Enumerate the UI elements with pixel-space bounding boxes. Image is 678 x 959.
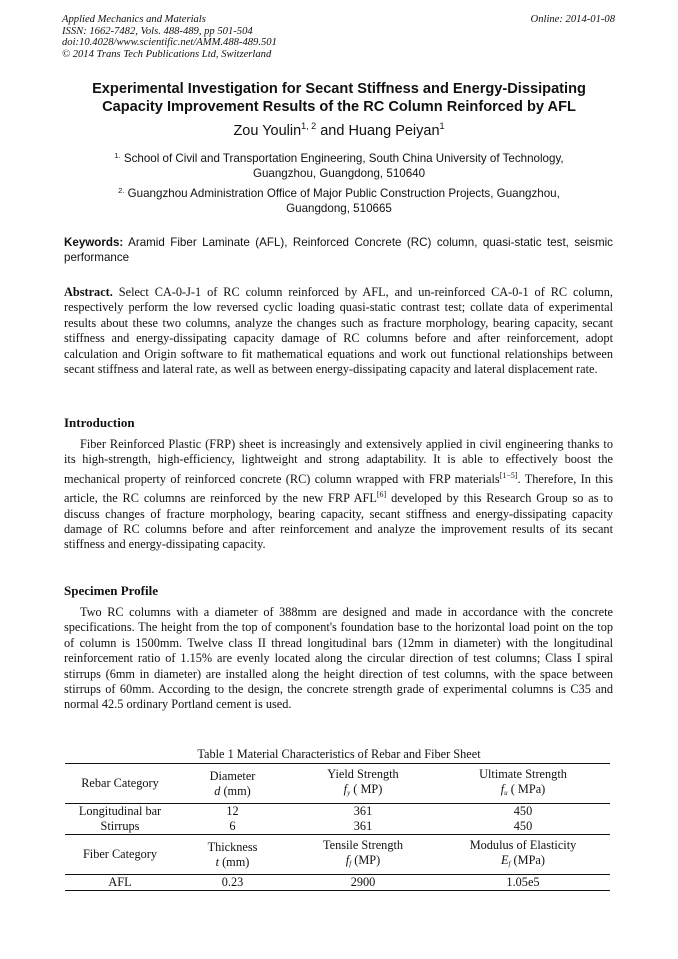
affiliation-1-line-2: Guangzhou, Guangdong, 510640 [252,167,426,180]
material-table [65,763,610,891]
rebar-yield: 361 [353,819,373,833]
journal-issn: ISSN: 1662-7482, Vols. 488-489, pp 501-504 [62,25,253,37]
affiliation-1-mark: 1. [114,151,121,160]
author-1: Zou Youlin [233,123,302,139]
rebar-ultimate: 450 [513,804,533,818]
title-line-1: Experimental Investigation for Secant Stiffness and Energy-Dissipating [92,81,586,97]
affiliation-1 [80,148,598,181]
keywords-text: Aramid Fiber Laminate (AFL), Reinforced Concrete (RC) column, quasi-static test, seismic performance [64,236,613,264]
yield-unit: ( MP) [350,781,383,796]
fiber-modulus: 1.05e5 [436,875,610,891]
citation-6: [6] [376,490,387,500]
abstract-label: Abstract. [64,285,113,299]
abstract [64,285,613,377]
keywords-label: Keywords: [64,236,124,249]
modulus-unit: (MPa) [510,852,545,867]
tensile-unit: (MP) [351,852,381,867]
affiliation-2-line-1: Guangzhou Administration Office of Major Public Construction Projects, Guangzhou, [127,187,560,200]
fiber-name: AFL [65,875,175,891]
modulus-subscript: f [508,859,511,868]
affiliation-2 [80,183,598,216]
author-2: Huang Peiyan [348,123,440,139]
diameter-header-name: Diameter [209,768,256,783]
yield-strength-header-name: Yield Strength [327,766,399,781]
introduction-text-3: developed by this Research Group so as to discuss changes of fracture morphology, bearing capacity, secant stiffness and energy-dissipating capacity damage of RC columns before and after reinforcement and analyze the improvement results of its secant stiffness and energy-dissipating capacity. [64,491,613,552]
title-line-2: Capacity Improvement Results of the RC Column Reinforced by AFL [102,99,576,115]
specimen-heading: Specimen Profile [64,583,158,598]
introduction-heading: Introduction [64,415,135,430]
ultimate-strength-header-name: Ultimate Strength [479,766,567,781]
paper-title [50,80,628,116]
journal-name: Applied Mechanics and Materials [62,14,206,25]
authors-conjunction: and [316,123,349,139]
introduction-paragraph [64,437,613,553]
diameter-symbol: d [214,783,221,798]
tensile-strength-header [290,835,436,875]
ultimate-strength-header [436,764,610,804]
rebar-ultimate: 450 [513,819,533,833]
affiliation-1-line-1: School of Civil and Transportation Engineering, South China University of Technology, [123,152,564,165]
table-row [65,819,610,835]
thickness-header [175,835,290,875]
fiber-tensile: 2900 [290,875,436,891]
diameter-header [175,764,290,804]
abstract-text: Select CA-0-J-1 of RC column reinforced by AFL, and un-reinforced CA-0-1 of RC column, respectively perform the low reversed cyclic loading quasi-static contrast test; collate data of experimental results about these two columns, analyze the changes such as fracture morphology, bearing capacity, secant stiffness and energy-dissipating capacity damage of RC columns before and after reinforcement, adopt calculation and Origin software to fit mathematical equations and work out functional relationships between secant stiffness and lateral rate, as well as between energy-dissipating capacity and lateral displacement rate. [64,285,613,377]
yield-symbol: f [343,781,348,796]
fiber-category-header: Fiber Category [65,835,175,875]
thickness-unit: (mm) [219,854,250,869]
citation-1-5: [1−5] [499,470,518,480]
fiber-header-row [65,835,610,875]
journal-doi: doi:10.4028/www.scientific.net/AMM.488-489.501 [62,37,277,49]
ultimate-symbol: f [500,781,505,796]
affiliation-2-line-2: Guangdong, 510665 [286,202,392,215]
fiber-thickness: 0.23 [175,875,290,891]
author-2-affiliation: 1 [439,121,445,131]
yield-subscript: y [347,788,351,797]
online-date: Online: 2014-01-08 [530,14,615,25]
introduction-text-2: . Therefore, In this article, the RC columns are reinforced by the new FRP AFL [64,471,613,506]
rebar-yield: 361 [353,804,373,818]
tensile-strength-header-name: Tensile Strength [322,837,404,852]
keywords [64,235,613,265]
authors [0,121,678,139]
thickness-symbol: t [215,854,219,869]
modulus-symbol: E [501,852,509,867]
introduction-text-1: Fiber Reinforced Plastic (FRP) sheet is increasingly and extensively applied in civil engineering thanks to its high-strength, high-efficiency, lightweight and strong adaptability. It is able to effectively boost the mechanical property of reinforced concrete (RC) column wrapped with FRP materials [64,437,613,486]
rebar-diameter: 6 [229,819,236,833]
journal-copyright: © 2014 Trans Tech Publications Ltd, Switzerland [62,48,272,60]
rebar-diameter: 12 [226,804,239,818]
journal-header [62,14,277,60]
thickness-header-name: Thickness [207,839,258,854]
author-1-affiliation: 1, 2 [301,121,317,131]
rebar-name: Stirrups [100,819,140,833]
table-row [65,804,610,820]
table-caption: Table 1 Material Characteristics of Rebar and Fiber Sheet [197,747,481,761]
ultimate-subscript: u [504,788,508,797]
tensile-symbol: f [345,852,350,867]
yield-strength-header [290,764,436,804]
ultimate-unit: ( MPa) [507,781,546,796]
affiliation-2-mark: 2. [118,186,125,195]
rebar-header-row [65,764,610,804]
table-row [65,875,610,891]
modulus-header-name: Modulus of Elasticity [469,837,577,852]
rebar-category-header: Rebar Category [65,764,175,804]
diameter-unit: (mm) [220,783,251,798]
specimen-paragraph: Two RC columns with a diameter of 388mm are designed and made in accordance with the concrete specifications. The height from the top of component's foundation base to the horizontal load point on the top of column is 1500mm. Twelve class II thread longitudinal bars (12mm in diameter) with the longitudinal reinforcement ratio of 1.15% are evenly located along the circular direction of test columns; Class I spiral stirrups (6mm in diameter) are installed along the height direction of test columns, with the space between stirrups of 60mm. According to the design, the concrete strength grade of experimental columns is C35 and normal 42.5 ordinary Portland cement is used. [64,605,613,712]
modulus-header [436,835,610,875]
rebar-name: Longitudinal bar [78,804,162,818]
tensile-subscript: f [349,859,352,868]
